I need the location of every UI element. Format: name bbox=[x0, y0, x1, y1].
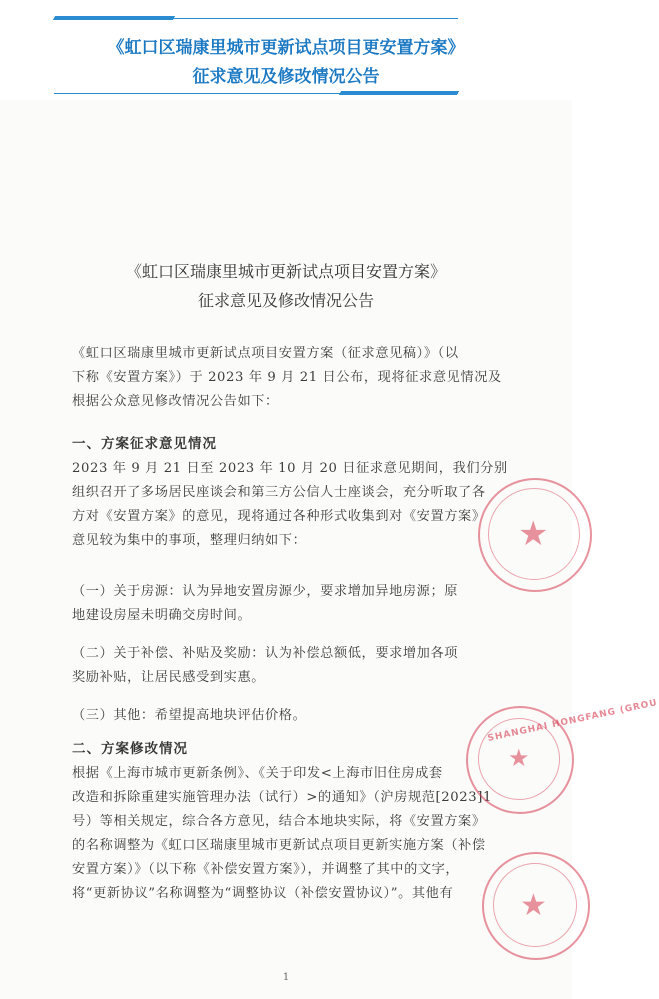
item1-line: （一）关于房源：认为异地安置房源少，要求增加异地房源；原 bbox=[72, 584, 459, 599]
document-title-line1: 《虹口区瑞康里城市更新试点项目安置方案》 bbox=[125, 262, 446, 281]
document-title-line2: 征求意见及修改情况公告 bbox=[197, 291, 374, 310]
banner-title-line1: 《虹口区瑞康里城市更新试点项目更安置方案》 bbox=[107, 38, 465, 58]
official-seal-2 bbox=[466, 698, 659, 814]
item3-paragraph bbox=[72, 704, 492, 728]
section2-line: 的名称调整为《虹口区瑞康里城市更新试点项目更新实施方案（补偿 bbox=[72, 838, 486, 853]
header-banner bbox=[0, 0, 572, 100]
star-icon: ★ bbox=[520, 888, 547, 923]
banner-bottom-accent bbox=[339, 91, 459, 95]
star-icon: ★ bbox=[508, 744, 530, 772]
section1-heading: 一、方案征求意见情况 bbox=[72, 436, 217, 452]
intro-line: 下称《安置方案》）于 2023 年 9 月 21 日公布，现将征求意见情况及 bbox=[72, 370, 502, 385]
section1-line: 意见较为集中的事项，整理归纳如下： bbox=[72, 533, 307, 548]
section2-line: 根据《上海市城市更新条例》、《关于印发<上海市旧住房成套 bbox=[72, 766, 443, 781]
section1-paragraph bbox=[72, 457, 508, 553]
intro-line: 根据公众意见修改情况公告如下： bbox=[72, 394, 279, 409]
section1-line: 2023 年 9 月 21 日至 2023 年 10 月 20 日征求意见期间，我们分别 bbox=[72, 461, 508, 476]
section1-line: 组织召开了多场居民座谈会和第三方公信人士座谈会，充分听取了各 bbox=[72, 485, 486, 500]
intro-line: 《虹口区瑞康里城市更新试点项目安置方案（征求意见稿）》（以 bbox=[72, 346, 459, 361]
item1-paragraph bbox=[72, 580, 492, 628]
section2-line: 改造和拆除重建实施管理办法（试行）>的通知》（沪房规范[2023]1 bbox=[72, 790, 492, 805]
intro-paragraph bbox=[72, 342, 502, 414]
official-seal-3 bbox=[482, 852, 590, 960]
item3-line: （三）其他：希望提高地块评估价格。 bbox=[72, 708, 307, 723]
section2-heading: 二、方案修改情况 bbox=[72, 741, 188, 757]
item2-line: 奖励补贴，让居民感受到实惠。 bbox=[72, 670, 266, 685]
banner-top-rule bbox=[54, 18, 458, 19]
section1-line: 方对《安置方案》的意见，现将通过各种形式收集到对《安置方案》 bbox=[72, 509, 486, 524]
official-seal-1 bbox=[478, 478, 592, 592]
section2-line: 号）等相关规定，综合各方意见，结合本地块实际，将《安置方案》 bbox=[72, 814, 486, 829]
star-icon: ★ bbox=[518, 514, 549, 554]
item2-line: （二）关于补偿、补贴及奖励：认为补偿总额低，要求增加各项 bbox=[72, 646, 459, 661]
section2-line: 将“更新协议”名称调整为“调整协议（补偿安置协议）”。其他有 bbox=[72, 886, 454, 901]
seal-2-text: SHANGHAI HONGFANG (GROU bbox=[486, 698, 659, 744]
document-page bbox=[0, 100, 659, 999]
item1-line: 地建设房屋未明确交房时间。 bbox=[72, 608, 252, 623]
page-number: 1 bbox=[282, 972, 290, 983]
section2-paragraph bbox=[72, 762, 492, 906]
item2-paragraph bbox=[72, 642, 492, 690]
banner-title-line2: 征求意见及修改情况公告 bbox=[192, 67, 380, 87]
section2-line: 安置方案）》（以下称《补偿安置方案》），并调整了其中的文字， bbox=[72, 862, 460, 877]
